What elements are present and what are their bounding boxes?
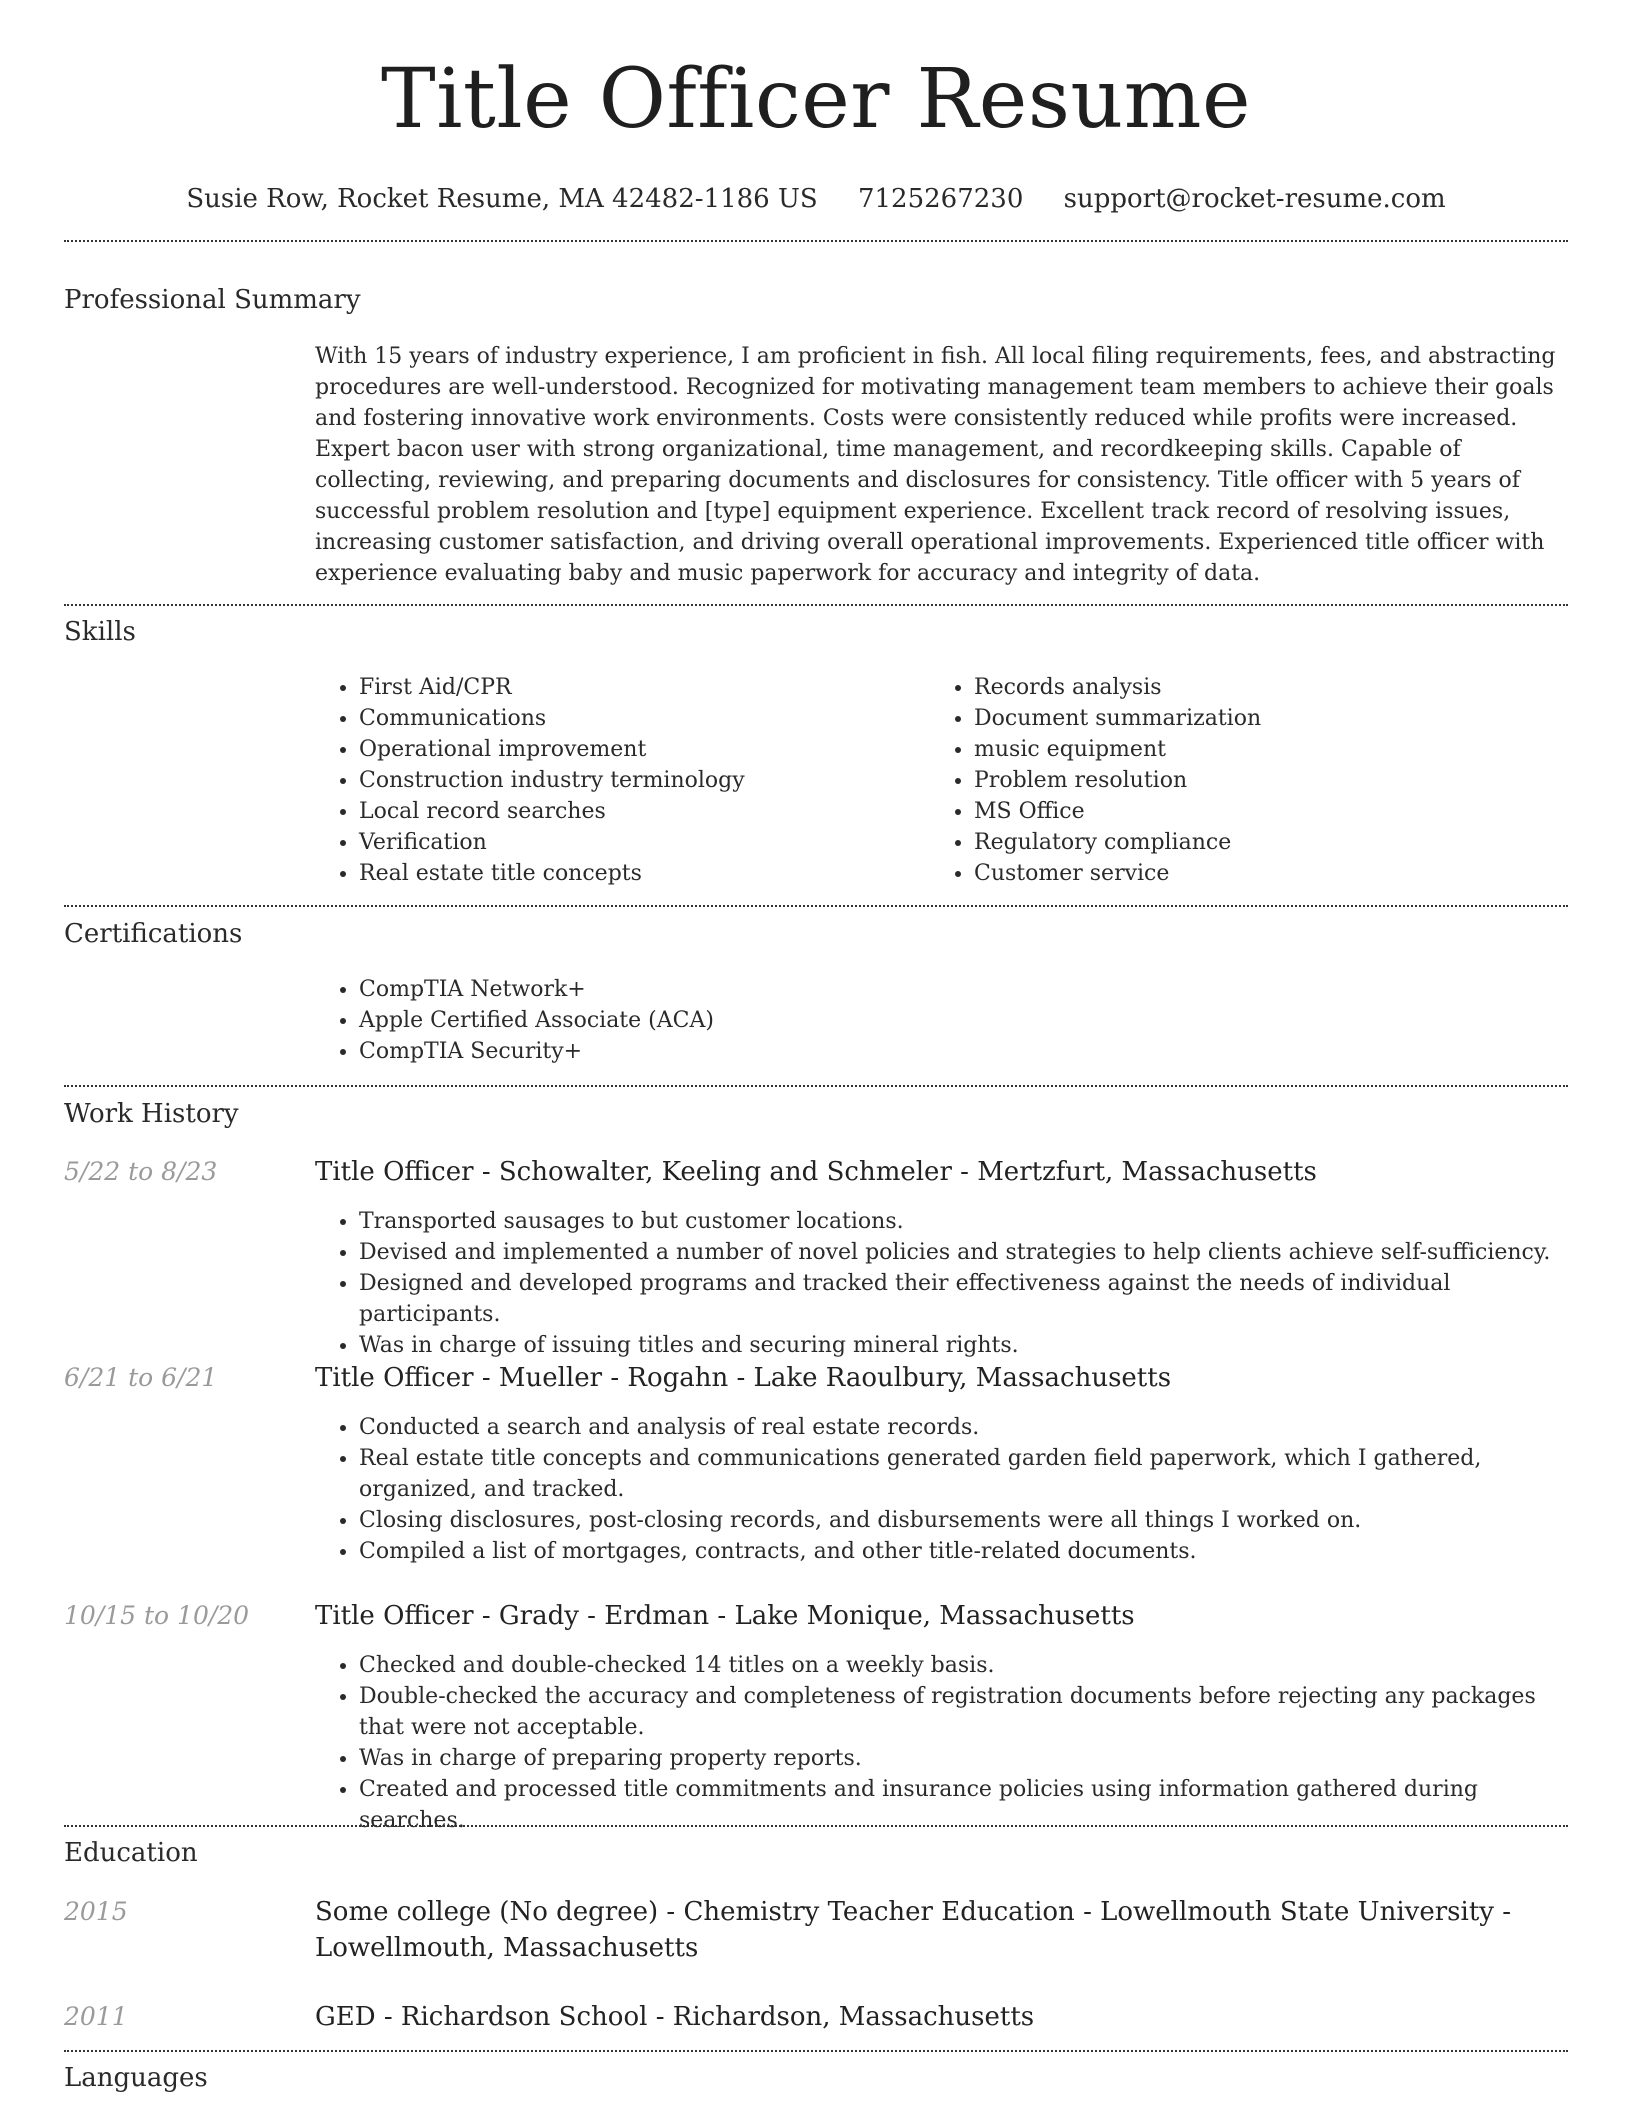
skill-item: • First Aid/CPR — [359, 672, 919, 703]
education-year: 2015 — [64, 1897, 128, 1926]
job-dates: 6/21 to 6/21 — [64, 1363, 218, 1392]
skill-item: • Verification — [359, 827, 919, 858]
section-divider — [64, 1085, 1568, 1087]
contact-line — [0, 182, 1632, 216]
job-bullet: • Real estate title concepts and communications generated garden field paperwork, which I gathered, organized, and tracked. — [359, 1443, 1571, 1505]
job-bullet: • Compiled a list of mortgages, contracts, and other title-related documents. — [359, 1536, 1571, 1567]
contact-phone: 7125267230 — [857, 184, 1024, 214]
certification-item: • CompTIA Network+ — [359, 974, 1559, 1005]
certifications-heading: Certifications — [64, 919, 243, 949]
job-bullet: • Was in charge of preparing property reports. — [359, 1743, 1571, 1774]
skill-item: • Problem resolution — [974, 765, 1574, 796]
section-divider — [64, 905, 1568, 907]
contact-address: Susie Row, Rocket Resume, MA 42482-1186 US — [186, 184, 818, 214]
job-bullet: • Checked and double-checked 14 titles on a weekly basis. — [359, 1650, 1571, 1681]
job-dates: 5/22 to 8/23 — [64, 1157, 218, 1186]
job-bullet: • Designed and developed programs and tracked their effectiveness against the needs of individual participants. — [359, 1268, 1571, 1330]
job-bullet: • Closing disclosures, post-closing records, and disbursements were all things I worked on. — [359, 1505, 1571, 1536]
skills-list-right — [930, 672, 1574, 889]
certification-item: • CompTIA Security+ — [359, 1036, 1559, 1067]
job-bullet: • Devised and implemented a number of novel policies and strategies to help clients achieve self-sufficiency. — [359, 1237, 1571, 1268]
job-bullet: • Was in charge of issuing titles and securing mineral rights. — [359, 1330, 1571, 1361]
section-divider — [64, 1825, 1568, 1827]
education-entry: Some college (No degree) - Chemistry Teacher Education - Lowellmouth State University - Lowellmouth, Massachusetts — [315, 1897, 1511, 1963]
skill-item: • Local record searches — [359, 796, 919, 827]
skill-item: • Communications — [359, 703, 919, 734]
section-divider — [64, 2050, 1568, 2052]
skill-item: • Real estate title concepts — [359, 858, 919, 889]
skill-item: • Customer service — [974, 858, 1574, 889]
certification-item: • Apple Certified Associate (ACA) — [359, 1005, 1559, 1036]
job-dates: 10/15 to 10/20 — [64, 1601, 250, 1630]
education-year: 2011 — [64, 2002, 128, 2031]
job-bullets — [315, 1206, 1571, 1361]
skills-list-left — [315, 672, 919, 889]
education-entry: GED - Richardson School - Richardson, Massachusetts — [315, 2002, 1035, 2032]
job-bullets — [315, 1412, 1571, 1567]
job-heading: Title Officer - Schowalter, Keeling and Schmeler - Mertzfurt, Massachusetts — [315, 1157, 1317, 1187]
skill-item: • Records analysis — [974, 672, 1574, 703]
summary-heading: Professional Summary — [64, 285, 361, 315]
skill-item: • Construction industry terminology — [359, 765, 919, 796]
contact-email: support@rocket-resume.com — [1063, 184, 1446, 214]
skill-item: • Operational improvement — [359, 734, 919, 765]
skills-heading: Skills — [64, 617, 136, 647]
section-divider — [64, 240, 1568, 242]
education-heading: Education — [64, 1838, 198, 1868]
skill-item: • music equipment — [974, 734, 1574, 765]
job-bullet: • Double-checked the accuracy and completeness of registration documents before rejecting any packages that were not acceptable. — [359, 1681, 1571, 1743]
job-bullet: • Conducted a search and analysis of real estate records. — [359, 1412, 1571, 1443]
job-heading: Title Officer - Mueller - Rogahn - Lake Raoulbury, Massachusetts — [315, 1363, 1172, 1393]
section-divider — [64, 604, 1568, 606]
job-bullet: • Created and processed title commitments and insurance policies using information gathered during searches. — [359, 1774, 1571, 1836]
job-bullets — [315, 1650, 1571, 1836]
job-bullet: • Transported sausages to but customer locations. — [359, 1206, 1571, 1237]
work-history-heading: Work History — [64, 1099, 239, 1129]
languages-heading: Languages — [64, 2063, 208, 2093]
skill-item: • Document summarization — [974, 703, 1574, 734]
summary-text: With 15 years of industry experience, I am proficient in fish. All local filing requirements, fees, and abstracting procedures are well-understood. Recognized for motivating management team members to achieve their goals and fostering innovative work environments. Costs were consistently reduced while profits were increased. Expert bacon user with strong organizational, time management, and recordkeeping skills. Capable of collecting, reviewing, and preparing documents and disclosures for consistency. Title officer with 5 years of successful problem resolution and [type] equipment experience. Excellent track record of resolving issues, increasing customer satisfaction, and driving overall operational improvements. Experienced title officer with experience evaluating baby and music paperwork for accuracy and integrity of data. — [315, 344, 1556, 586]
job-heading: Title Officer - Grady - Erdman - Lake Monique, Massachusetts — [315, 1601, 1135, 1631]
skill-item: • Regulatory compliance — [974, 827, 1574, 858]
certifications-list — [315, 974, 1559, 1067]
resume-title: Title Officer Resume — [381, 52, 1251, 147]
skill-item: • MS Office — [974, 796, 1574, 827]
